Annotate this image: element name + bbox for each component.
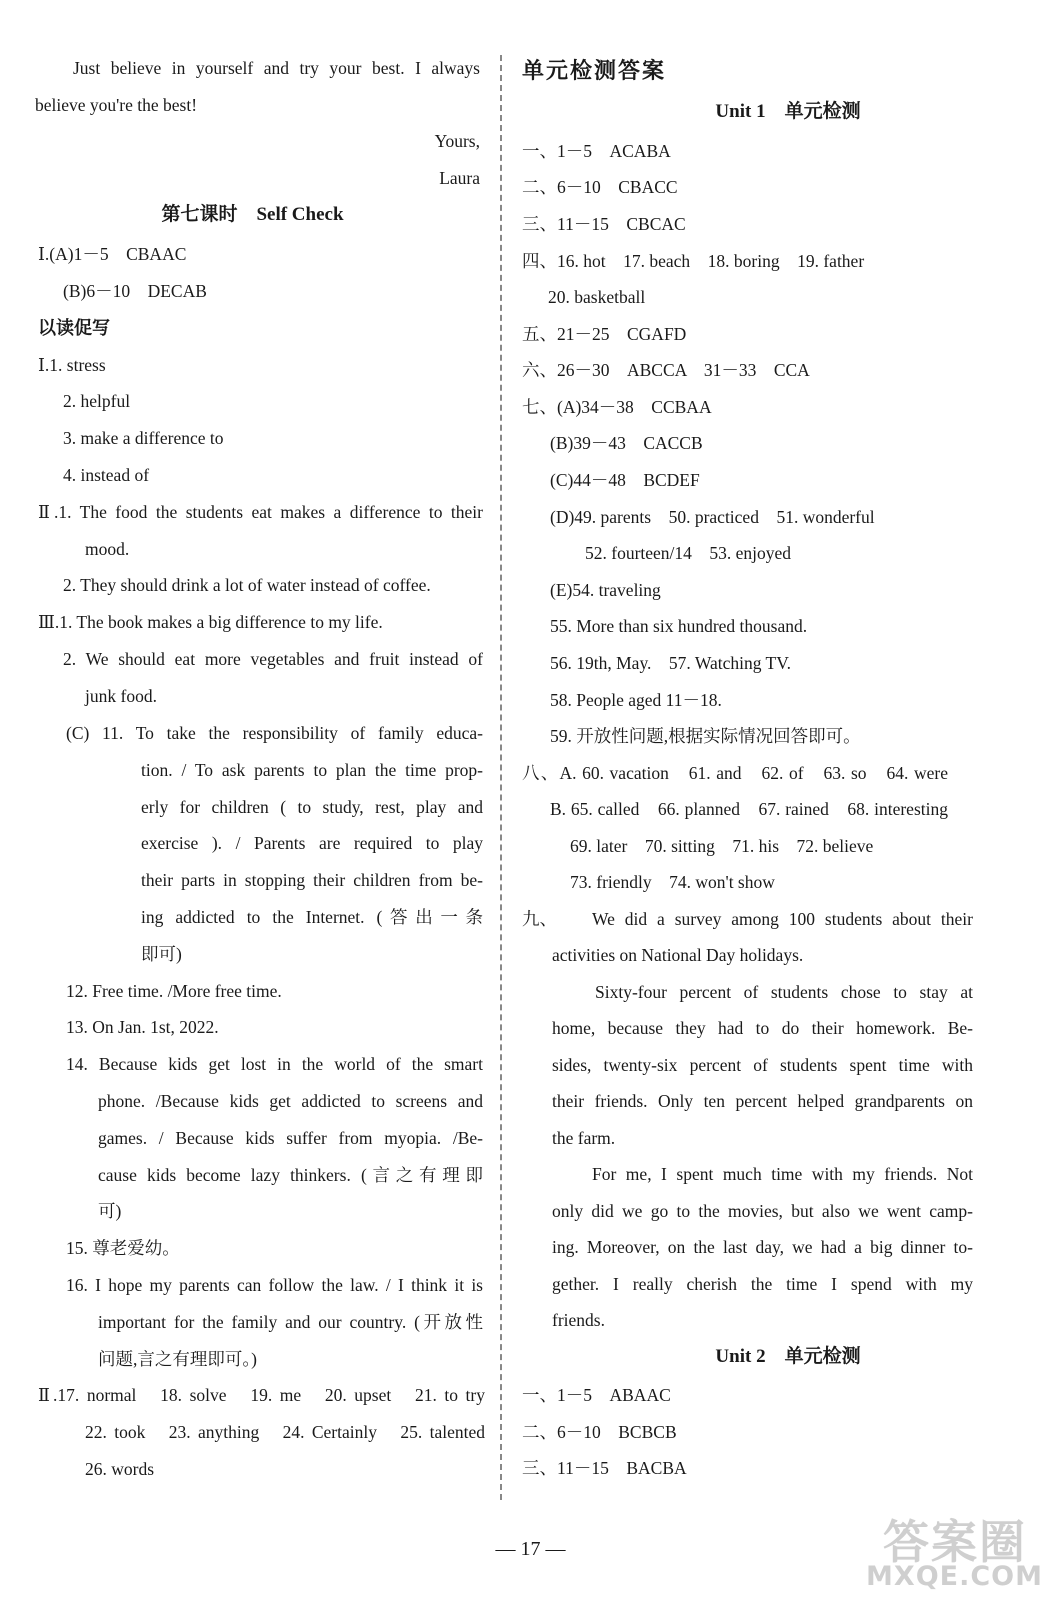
answer-line: 14. Because kids get lost in the world of the smart [66,1054,483,1074]
letter-line: believe you're the best! [35,95,198,115]
essay-line: gether. I really cherish the time I spend with my [552,1274,973,1294]
answer-line: exercise ). / Parents are required to play [141,833,483,853]
lesson-title: 第七课时 Self Check [161,204,344,225]
answer-line: 26. words [85,1459,155,1479]
answer-line: 六、26－30 ABCCA 31－33 CCA [522,360,810,380]
answer-line: Ⅱ.17. normal 18. solve 19. me 20. upset 21. to try [38,1385,485,1405]
answer-line: 16. I hope my parents can follow the law. / I think it is [66,1275,483,1295]
answer-line: B. 65. called 66. planned 67. rained 68. interesting [550,799,948,819]
answer-line: Ⅲ.1. The book makes a big difference to my life. [38,612,383,632]
answer-line: 2. helpful [63,391,131,411]
essay-line: For me, I spent much time with my friends. Not [592,1164,973,1184]
answer-line: (C)44－48 BCDEF [550,470,700,490]
answer-line: phone. /Because kids get addicted to screens and [98,1091,483,1111]
answer-line: ing addicted to the Internet. (答出一条 [141,907,483,927]
answer-line: 15. 尊老爱幼。 [66,1238,180,1258]
answer-line: 三、11－15 BACBA [522,1458,687,1478]
essay-line: home, because they had to do their homework. Be- [552,1018,973,1038]
answer-line: 八、A. 60. vacation 61. and 62. of 63. so 64. were [522,763,948,783]
answer-line: 2. We should eat more vegetables and fruit instead of [63,649,483,669]
answer-line: 69. later 70. sitting 71. his 72. believe [570,836,874,856]
essay-line: Sixty-four percent of students chose to stay at [595,982,973,1002]
essay-line: activities on National Day holidays. [552,945,804,965]
essay-line: sides, twenty-six percent of students spent time with [552,1055,973,1075]
answer-line: 22. took 23. anything 24. Certainly 25. talented [85,1422,485,1442]
watermark-logo [858,1502,1053,1594]
section-title: 单元检测答案 [522,58,667,83]
answer-line: erly for children ( to study, rest, play and [141,797,483,817]
watermark-url: MXQE.COM [866,1561,1043,1592]
column-divider [500,55,502,1500]
essay-line: ing. Moreover, on the last day, we had a big dinner to- [552,1237,973,1257]
essay-line: only did we go to the movies, but also we went camp- [552,1201,973,1221]
unit-title: Unit 1 单元检测 [715,101,861,122]
answer-line: 58. People aged 11－18. [550,690,722,710]
answer-line: 七、(A)34－38 CCBAA [522,397,712,417]
section-title: 以读促写 [38,318,110,338]
answer-line: 56. 19th, May. 57. Watching TV. [550,653,791,673]
essay-line: the farm. [552,1128,616,1148]
page-number: — 17 — [495,1538,566,1560]
essay-line: friends. [552,1310,605,1330]
answer-line: (B)6－10 DECAB [63,281,207,301]
letter-closing: Yours, [434,131,480,151]
answer-line: 即可) [141,944,182,964]
answer-line: 73. friendly 74. won't show [570,872,775,892]
letter-line: Just believe in yourself and try your best. I always [73,58,480,78]
answer-line: 52. fourteen/14 53. enjoyed [585,543,792,563]
answer-line: Ⅱ.1. The food the students eat makes a difference to their [38,502,483,522]
answer-line: Ⅰ.(A)1－5 CBAAC [38,244,187,264]
answer-line: 问题,言之有理即可。) [98,1349,257,1369]
answer-line: Ⅰ.1. stress [38,355,106,375]
answer-line: 可) [98,1201,122,1221]
answer-line: (E)54. traveling [550,580,661,600]
answer-line: 12. Free time. /More free time. [66,981,282,1001]
answer-line: their parts in stopping their children from be- [141,870,483,890]
answer-line: 4. instead of [63,465,150,485]
watermark-text: 答案圈 [883,1515,1027,1569]
answer-line: 二、6－10 BCBCB [522,1422,677,1442]
answer-line: 59. 开放性问题,根据实际情况回答即可。 [550,726,861,746]
answer-line: 2. They should drink a lot of water instead of coffee. [63,575,431,595]
answer-line: 20. basketball [548,287,646,307]
essay-line: their friends. Only ten percent helped grandparents on [552,1091,973,1111]
answer-line: tion. / To ask parents to plan the time prop- [141,760,483,780]
answer-line: 55. More than six hundred thousand. [550,616,808,636]
answer-line: 一、1－5 ACABA [522,141,671,161]
unit-title: Unit 2 单元检测 [715,1346,861,1367]
answer-line: important for the family and our country. (开放性 [98,1312,483,1332]
essay-line: We did a survey among 100 students about their [592,909,973,929]
answer-line: 五、21－25 CGAFD [522,324,687,344]
answer-line: cause kids become lazy thinkers. (言之有理即 [98,1165,483,1185]
answer-line: 3. make a difference to [63,428,224,448]
section-label: 九、 [522,909,557,929]
answer-line: games. / Because kids suffer from myopia. /Be- [98,1128,483,1148]
answer-line: 四、16. hot 17. beach 18. boring 19. father [522,251,865,271]
answer-line: junk food. [85,686,157,706]
answer-line: (C) 11. To take the responsibility of family educa- [66,723,483,743]
answer-line: (D)49. parents 50. practiced 51. wonderful [550,507,875,527]
answer-line: mood. [85,539,130,559]
answer-line: 13. On Jan. 1st, 2022. [66,1017,219,1037]
answer-line: 二、6－10 CBACC [522,177,678,197]
answer-line: 一、1－5 ABAAC [522,1385,671,1405]
letter-signature: Laura [439,168,480,188]
answer-line: 三、11－15 CBCAC [522,214,686,234]
answer-line: (B)39－43 CACCB [550,433,703,453]
